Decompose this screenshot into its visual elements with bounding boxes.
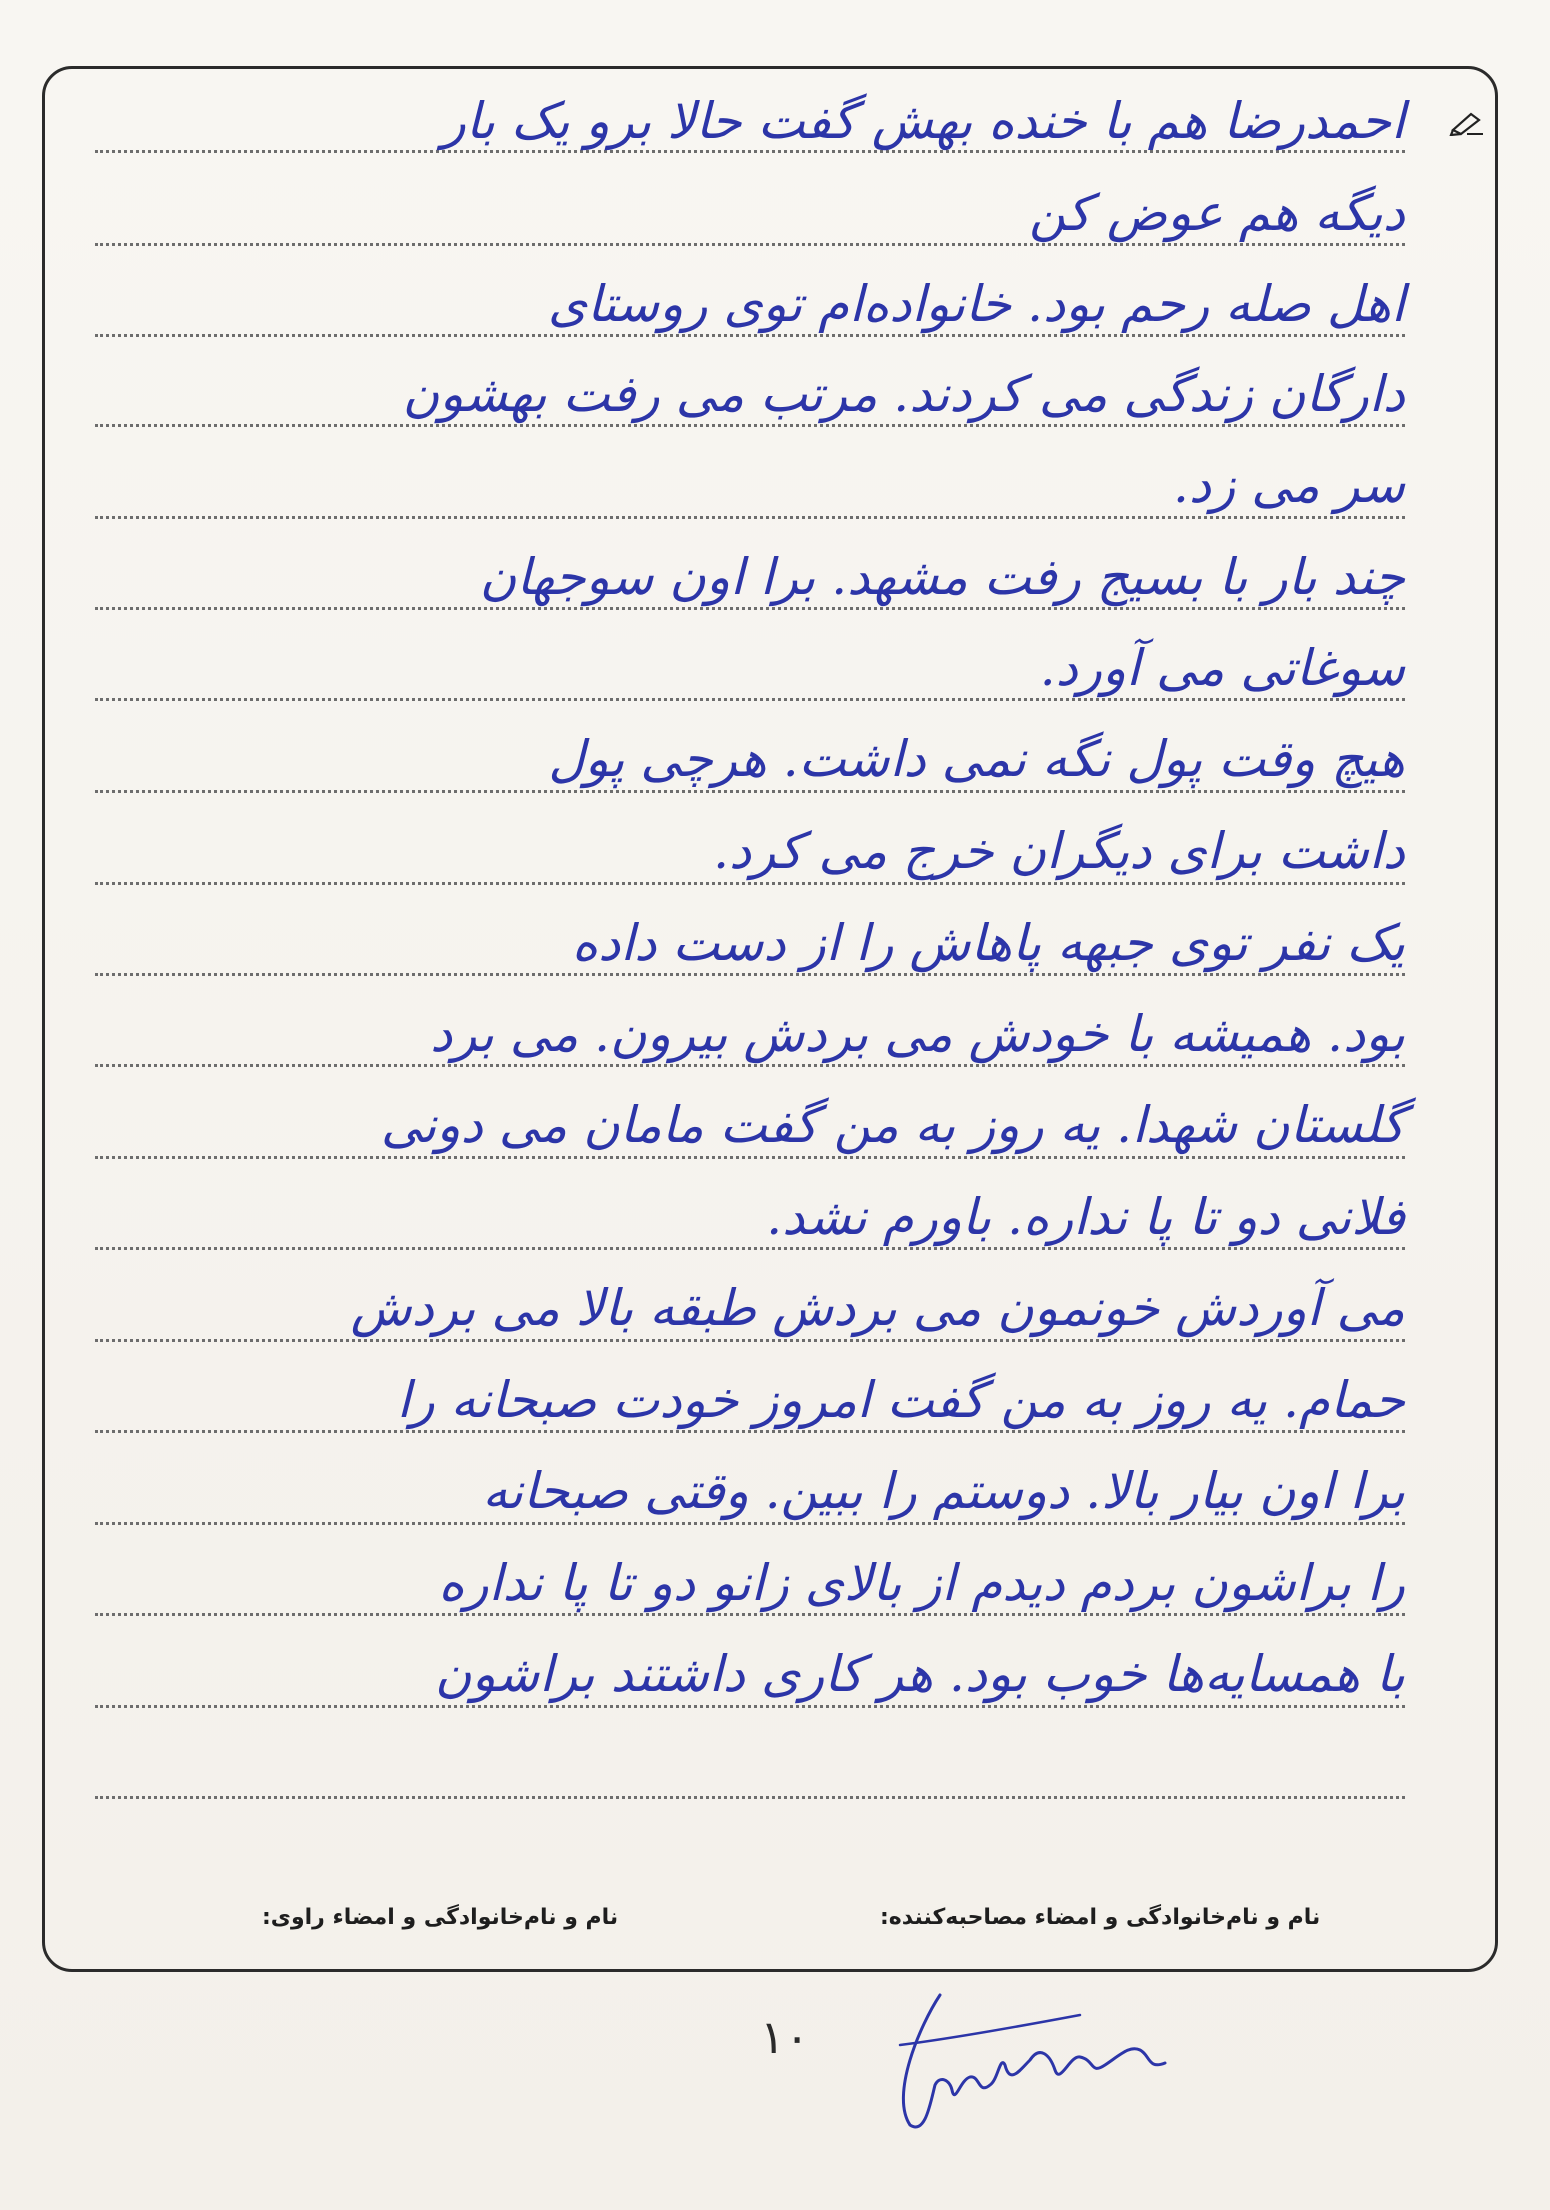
- handwritten-signature: [880, 1985, 1190, 2135]
- text-line: دیگه هم عوض کن: [1029, 184, 1405, 242]
- text-line: فلانی دو تا پا نداره. باورم نشد.: [766, 1188, 1405, 1246]
- text-line: هیچ وقت پول نگه نمی داشت. هرچی پول: [548, 730, 1405, 788]
- text-line: احمدرضا هم با خنده بهش گفت حالا برو یک بار: [441, 92, 1405, 150]
- text-line: حمام. یه روز به من گفت امروز خودت صبحانه را: [396, 1371, 1405, 1429]
- text-line: داشت برای دیگران خرج می کرد.: [713, 822, 1405, 880]
- ruled-line: [95, 1796, 1405, 1799]
- handwritten-text-area: [95, 66, 1405, 1896]
- text-line: بود. همیشه با خودش می بردش بیرون. می برد: [430, 1005, 1405, 1063]
- text-line: سوغاتی می آورد.: [1039, 639, 1405, 697]
- page-number: ۱۰: [760, 2010, 810, 2064]
- interviewer-signature-label: نام و نام‌خانوادگی و امضاء مصاحبه‌کننده:: [880, 1905, 1321, 1930]
- text-line: دارگان زندگی می کردند. مرتب می رفت بهشون: [402, 365, 1405, 423]
- text-line: برا اون بیار بالا. دوستم را ببین. وقتی صبحانه: [482, 1462, 1405, 1520]
- text-line: می آوردش خونمون می بردش طبقه بالا می بردش: [350, 1279, 1405, 1337]
- text-line: چند بار با بسیج رفت مشهد. برا اون سوجهان: [479, 548, 1405, 606]
- narrator-signature-label: نام و نام‌خانوادگی و امضاء راوی:: [262, 1905, 619, 1930]
- text-line: سر می زد.: [1172, 456, 1405, 514]
- text-line: با همسایه‌ها خوب بود. هر کاری داشتند براشون: [434, 1645, 1405, 1703]
- pencil-icon: [1449, 108, 1485, 136]
- text-line: گلستان شهدا. یه روز به من گفت مامان می دونی: [380, 1096, 1405, 1154]
- text-line: اهل صله رحم بود. خانواده‌ام توی روستای: [547, 275, 1405, 333]
- text-line: را براشون بردم دیدم از بالای زانو دو تا پا نداره: [438, 1554, 1405, 1612]
- text-line: یک نفر توی جبهه پاهاش را از دست داده: [571, 914, 1405, 972]
